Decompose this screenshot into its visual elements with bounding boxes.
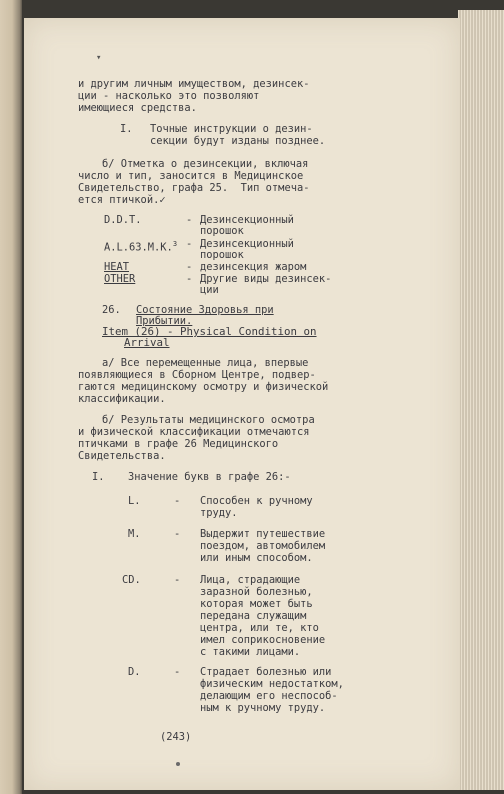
letter-desc-line: передана служащим [200, 610, 307, 622]
letter-desc-line: Страдает болезнью или [200, 666, 332, 678]
type-desc-line1: Дезинсекционный [200, 214, 294, 226]
letters-heading-text: Значение букв в графе 26:- [128, 471, 291, 483]
letter-desc-line: имел соприкосновение [200, 634, 326, 646]
para-a2-line4: классификации. [78, 393, 166, 405]
letter-dash: - [174, 574, 181, 586]
letter-dash: - [174, 528, 181, 540]
type-code-heat: HEAT [104, 261, 130, 273]
letter-desc-line: Способен к ручному [200, 495, 313, 507]
para-b-line3: Свидетельство, графа 25. Тип отмеча- [78, 182, 310, 194]
para-a2-line2: появляющиеся в Сборном Центре, подвер- [78, 369, 316, 381]
letter-desc-line: центра, или те, кто [200, 622, 319, 634]
letter-desc-line: труду. [200, 507, 238, 519]
letter-desc-line: или иным способом. [200, 552, 313, 564]
page-number: (243) [160, 731, 192, 743]
facing-page-edge [0, 0, 22, 794]
letter-desc-line: физическим недостатком, [200, 678, 344, 690]
type-desc-line1: Дезинсекционный [200, 238, 294, 250]
letter-dash: - [174, 666, 181, 678]
binding-dot [176, 762, 180, 766]
page-stack-edge [458, 10, 504, 790]
section-number: 26. [102, 304, 121, 316]
para-b2-line3: птичками в графе 26 Медицинского [78, 438, 279, 450]
type-dash: - [186, 238, 193, 250]
letter-desc-line: поездом, автомобилем [200, 540, 326, 552]
letter-desc-line: Выдержит путешествие [200, 528, 326, 540]
type-dash: - [186, 261, 193, 273]
para1-line2: ции - насколько это позволяют [78, 90, 260, 102]
type-code-al63mk: A.L.63.M.K.$^3$ [104, 240, 178, 254]
letter-desc-line: заразной болезнью, [200, 586, 313, 598]
type-code-ddt: D.D.T. [104, 214, 142, 226]
pencil-mark-icon: ▾ [96, 53, 102, 63]
type-desc-line2: порошок [200, 249, 244, 261]
para-b-line1: б/ Отметка о дезинсекции, включая [102, 158, 309, 170]
letter-dash: - [174, 495, 181, 507]
letters-heading-number: I. [92, 471, 105, 483]
letter-code-d: D. [128, 666, 141, 678]
item-i-line1: Точные инструкции о дезин- [150, 123, 313, 135]
document-page [24, 18, 460, 790]
type-desc-line2: ции [200, 284, 219, 296]
type-dash: - [186, 273, 193, 285]
item-i-number: I. [120, 123, 133, 135]
section-title-ru-line2: Прибытии. [136, 315, 193, 327]
section-title-ru-line1: Состояние Здоровья при [136, 304, 274, 316]
check-mark-icon: ✓ [159, 194, 166, 206]
para-b2-line1: б/ Результаты медицинского осмотра [102, 414, 315, 426]
letter-desc-line: делающим его неспособ- [200, 690, 338, 702]
para-a2-line3: гаются медицинскому осмотру и физической [78, 381, 329, 393]
letter-desc-line: с такими лицами. [200, 646, 301, 658]
para-b2-line4: Свидетельства. [78, 450, 166, 462]
letter-code-m: M. [128, 528, 141, 540]
para-b2-line2: и физической классификации отмечаются [78, 426, 310, 438]
letter-code-cd: CD. [122, 574, 141, 586]
type-code-other: OTHER [104, 273, 136, 285]
section-title-en-line2: Arrival [124, 336, 170, 349]
item-i-line2: секции будут изданы позднее. [150, 135, 326, 147]
para-b-line4: ется птичкой.✓ [78, 194, 166, 206]
section-title-en-line1: Item (26) - Physical Condition on [102, 325, 317, 338]
para-a2-line1: а/ Все перемещенные лица, впервые [102, 357, 309, 369]
type-desc-line2: порошок [200, 225, 244, 237]
type-desc-line1: дезинсекция жаром [200, 261, 307, 273]
letter-code-l: L. [128, 495, 141, 507]
para-b-line2: число и тип, заносится в Медицинское [78, 170, 304, 182]
type-dash: - [186, 214, 193, 226]
para1-line1: и другим личным имуществом, дезинсек- [78, 78, 310, 90]
type-desc-line1: Другие виды дезинсек- [200, 273, 332, 285]
letter-desc-line: которая может быть [200, 598, 313, 610]
para1-line3: имеющиеся средства. [78, 102, 197, 114]
letter-desc-line: ным к ручному труду. [200, 702, 326, 714]
letter-desc-line: Лица, страдающие [200, 574, 301, 586]
